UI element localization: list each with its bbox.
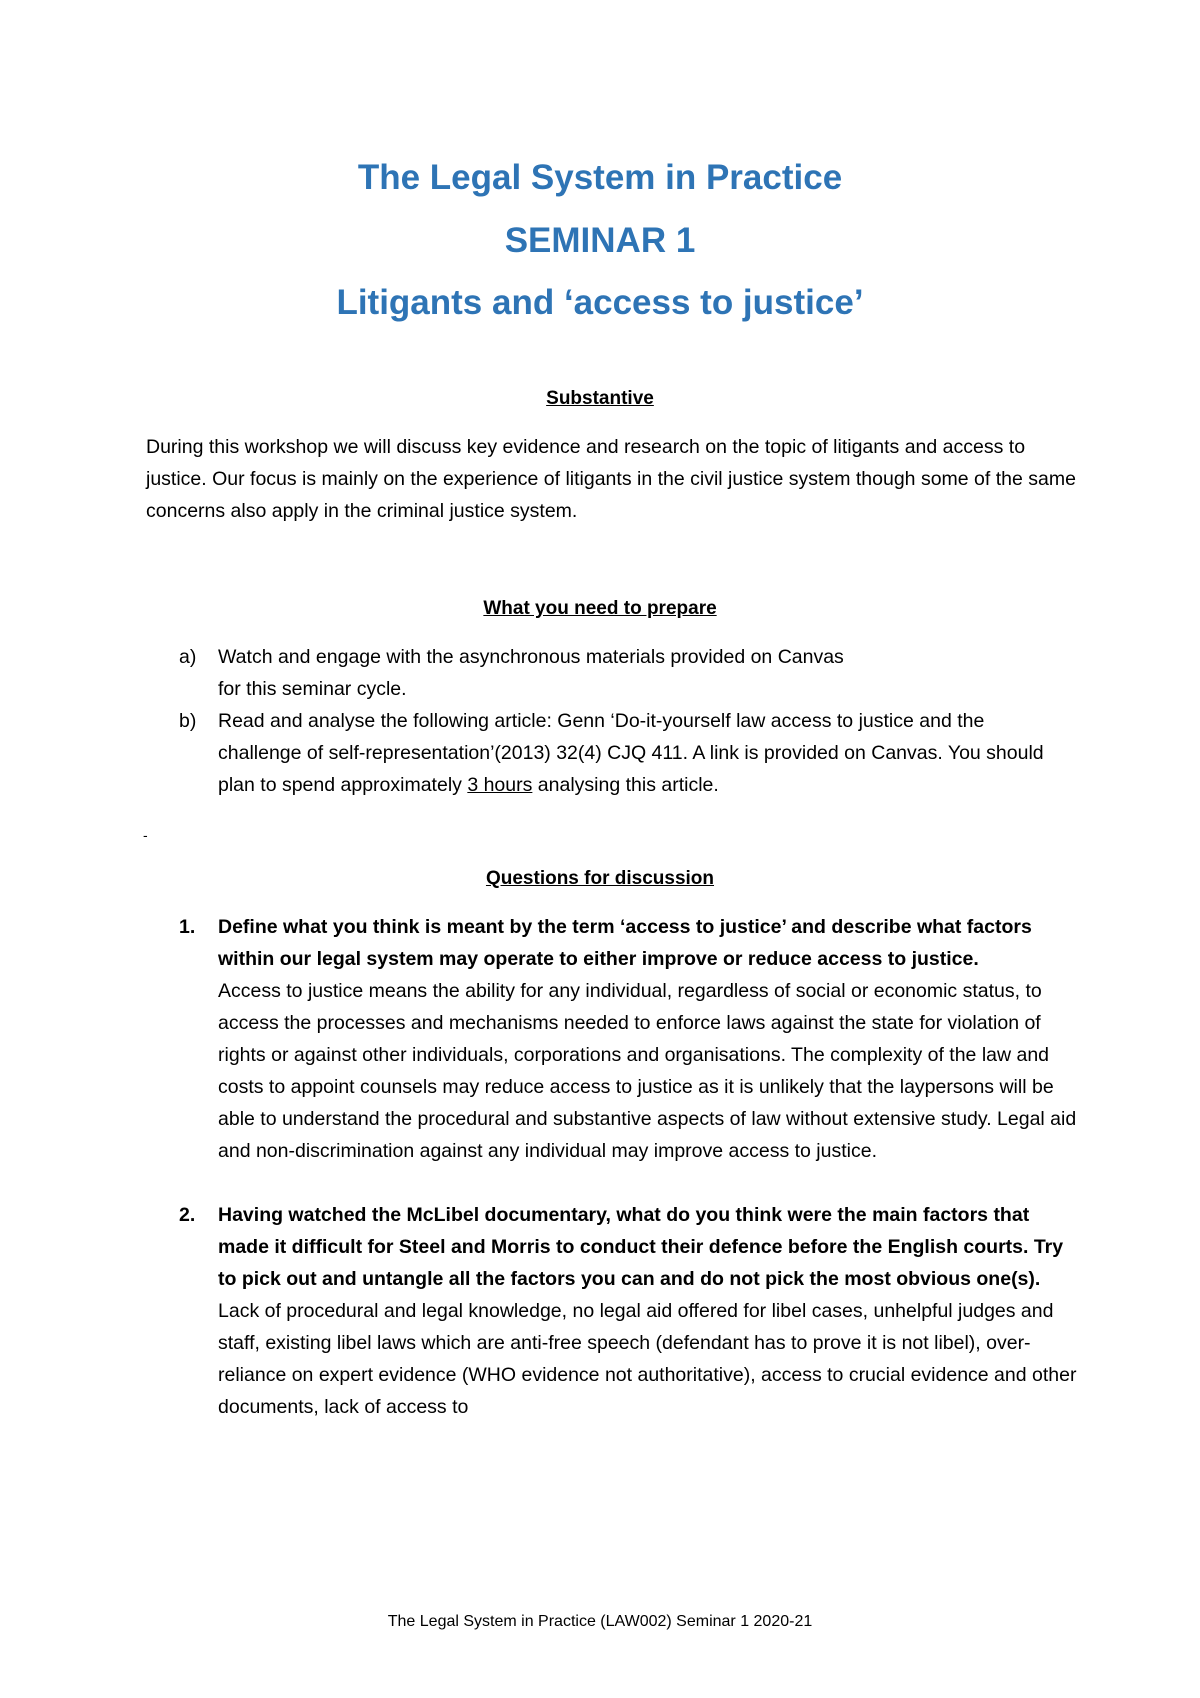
prepare-list <box>0 641 1068 801</box>
document-title: The Legal System in Practice <box>357 158 843 197</box>
list-item <box>0 641 1068 705</box>
list-item-text <box>218 705 1068 801</box>
question-body <box>218 1199 1078 1423</box>
list-marker: a) <box>179 646 197 668</box>
seminar-number: SEMINAR 1 <box>504 221 696 260</box>
list-item-text-end: analysing this article. <box>532 774 719 796</box>
separator-dash: - <box>143 827 148 843</box>
question-number: 1. <box>179 916 196 938</box>
time-estimate: 3 hours <box>467 774 533 796</box>
page-footer: The Legal System in Practice (LAW002) Seminar 1 2020-21 <box>387 1613 813 1630</box>
answer-text: Access to justice means the ability for any individual, regardless of social or economic status, to access the processes and mechanisms needed to enforce laws against the state for violation of rights or against other individuals, corporations and organisations. The complexity of the law and costs to appoint counsels may reduce access to justice as it is unlikely that the laypersons will be able to understand the procedural and substantive aspects of law without extensive study. Legal aid and non-discrimination against any individual may improve access to justice. <box>218 980 1077 1162</box>
list-marker: b) <box>179 710 197 732</box>
list-item-text: Watch and engage with the asynchronous materials provided on Canvas for this seminar cycle. <box>218 646 844 700</box>
question-number: 2. <box>179 1204 196 1226</box>
substantive-paragraph: During this workshop we will discuss key evidence and research on the topic of litigants and access to justice. Our focus is mainly on the experience of litigants in the civil justice system though some of the same concerns also apply in the criminal justice system. <box>146 436 1076 522</box>
answer-text: Lack of procedural and legal knowledge, no legal aid offered for libel cases, unhelpful judges and staff, existing libel laws which are anti-free speech (defendant has to prove it is not libel), over-reliance on expert evidence (WHO evidence not authoritative), access to crucial evidence and other documents, lack of access to <box>218 1300 1077 1418</box>
seminar-topic: Litigants and ‘access to justice’ <box>336 283 864 322</box>
question-item <box>0 911 1078 1167</box>
questions-list <box>0 911 1078 1423</box>
prepare-heading: What you need to prepare <box>483 598 717 619</box>
list-item-text-start: Read and analyse the following article: Genn ‘Do-it-yourself law access to justice and the challenge of self-representation’(2013) 32(4) CJQ 411. A link is provided on Canvas. You should plan to spend approximately <box>218 710 1044 796</box>
question-body <box>218 911 1078 1167</box>
question-text: Having watched the McLibel documentary, what do you think were the main factors that made it difficult for Steel and Morris to conduct their defence before the English courts. Try to pick out and untangle all the factors you can and do not pick the most obvious one(s). <box>218 1204 1064 1290</box>
question-text: Define what you think is meant by the term ‘access to justice’ and describe what factors within our legal system may operate to either improve or reduce access to justice. <box>218 916 1032 970</box>
question-item <box>0 1199 1078 1423</box>
substantive-heading: Substantive <box>546 388 654 409</box>
questions-heading: Questions for discussion <box>485 868 715 889</box>
list-item <box>0 705 1068 801</box>
